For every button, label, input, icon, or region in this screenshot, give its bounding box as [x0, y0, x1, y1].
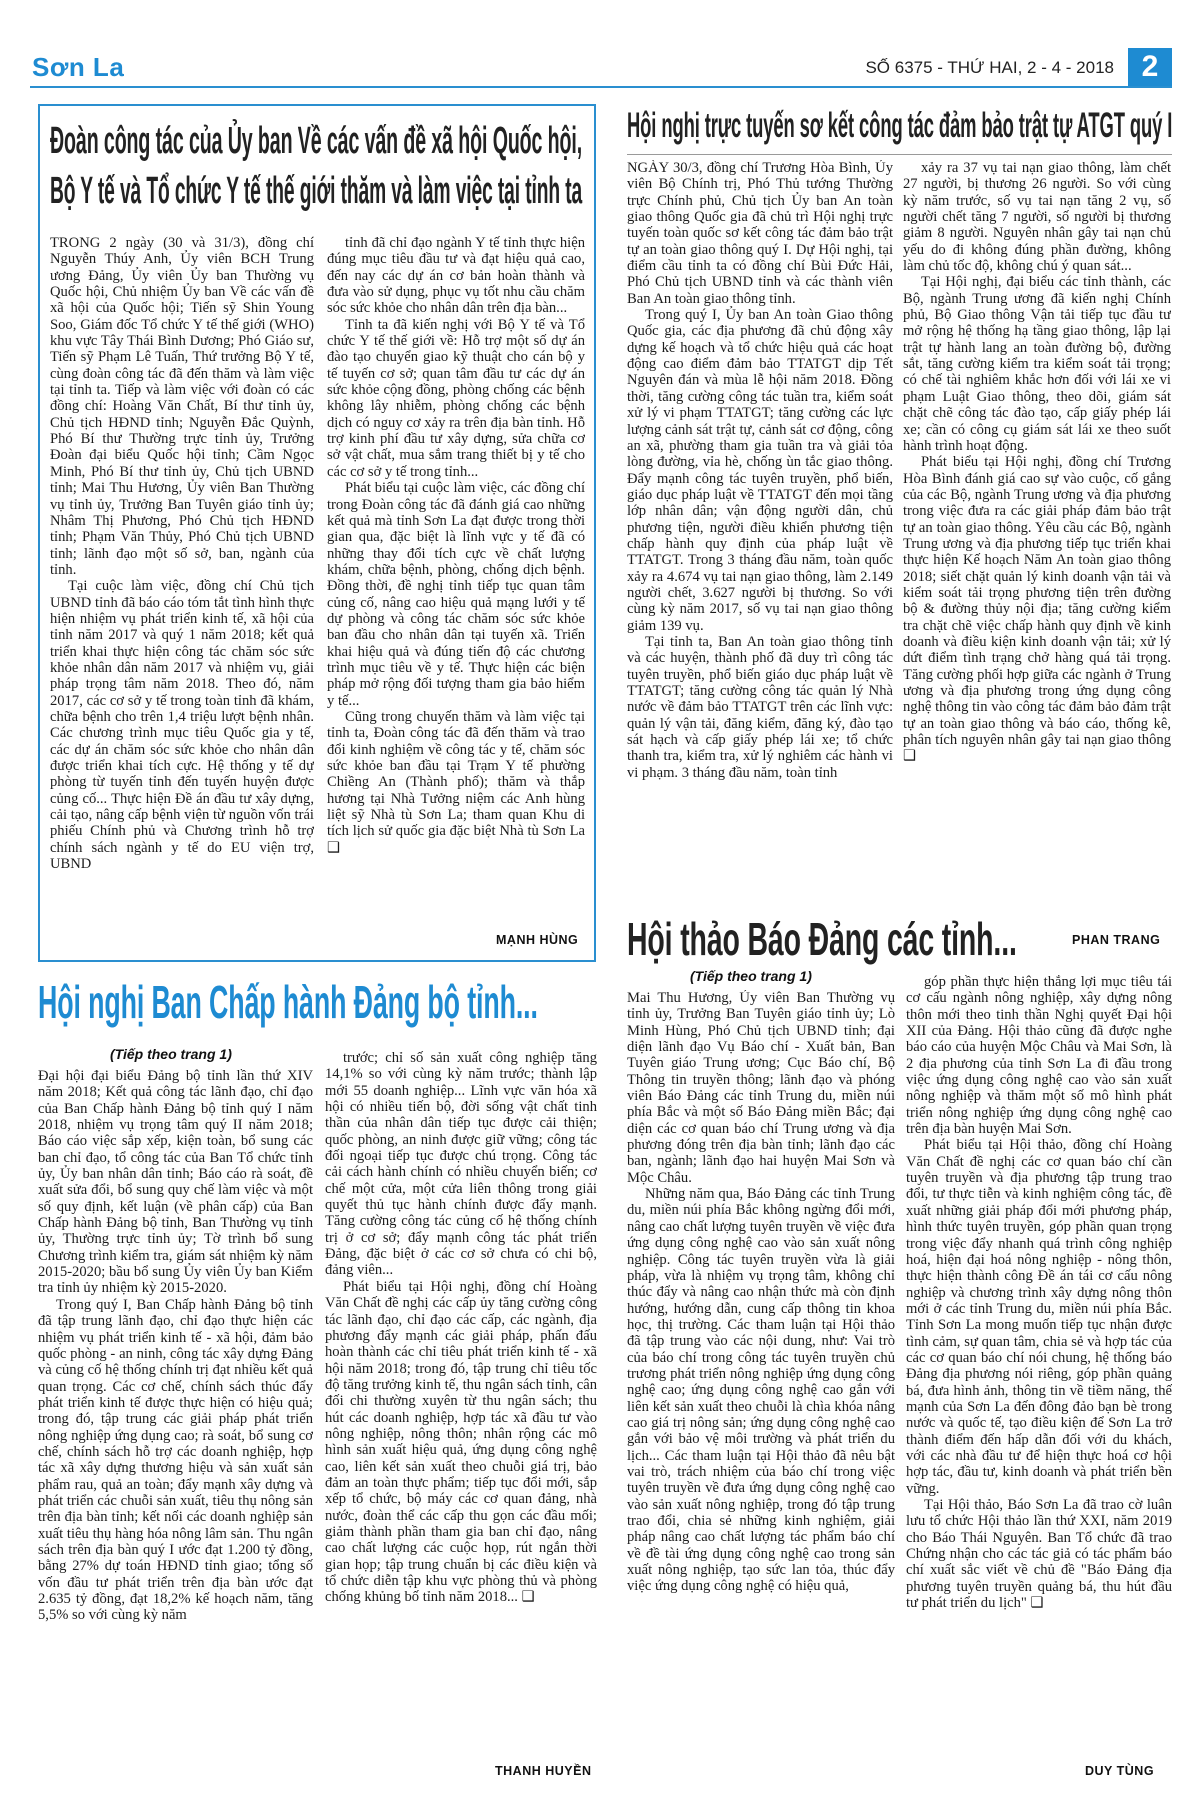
article1-title-line1: Đoàn công tác của Ủy ban Về các vấn đề xã hội Quốc hội,: [50, 120, 583, 162]
article1-byline: MẠNH HÙNG: [496, 933, 579, 947]
article2-column-1: [627, 160, 893, 950]
article4-byline: DUY TÙNG: [1085, 1764, 1155, 1778]
paragraph: Trong quý I, Ban Chấp hành Đảng bộ tỉnh đã tập trung lãnh đạo, chỉ đạo thực hiện các nhiệm vụ phát triển kinh tế - xã hội, đảm bảo quốc phòng - an ninh, công tác xây dựng Đảng và củng cố hệ thống chính trị đạt nhiều kết quả quan trọng. Các cơ chế, chính sách thúc đẩy phát triển kinh tế được thực hiện có hiệu quả; trong đó, tập trung các giải pháp phát triển nông nghiệp ứng dụng cao; rà soát, bổ sung cơ chế, chính sách hỗ trợ các doanh nghiệp, hợp tác xã xây dựng thương hiệu và sản xuất sản phẩm rau, quả an toàn; đẩy mạnh xây dựng và phát triển các chuỗi sản xuất, tiêu thụ nông sản trên địa bàn tỉnh; kết nối các doanh nghiệp sản xuất tiêu thụ hàng hóa nông lâm sản. Thu ngân sách trên địa bàn quý I ước đạt 1.200 tỷ đồng, bằng 27% dự toán HĐND tỉnh giao; tổng số vốn đầu tư phát triển trên địa bàn ước đạt 2.635 tỷ đồng, đạt 18,2% kế hoạch năm, tăng 5,5% so với cùng kỳ năm: [38, 1296, 313, 1624]
paragraph: xảy ra 37 vụ tai nạn giao thông, làm chết 27 người, bị thương 26 người. So với cùng kỳ năm trước, số vụ tai nạn tăng 2 vụ, số người chết tăng 7 người, số người bị thương giảm 8 người. Nguyên nhân gây tai nạn chủ yếu do đi không đúng phần đường, không làm chủ tốc độ, không chú ý quan sát...: [903, 160, 1171, 275]
paragraph: Cũng trong chuyến thăm và làm việc tại tỉnh ta, Đoàn công tác đã đến thăm và trao đổi kinh nghiệm về công tác y tế, chăm sóc sức khỏe ban đầu tại Trạm Y tế phường Chiềng An (Thành phố); thăm và thắp hương tại Nhà Tưởng niệm các Anh hùng liệt sỹ Nhà tù Sơn La; tham quan Khu di tích lịch sử quốc gia đặc biệt Nhà tù Sơn La ❑: [327, 708, 585, 856]
article4-continued: (Tiếp theo trang 1): [690, 968, 812, 984]
paragraph: góp phần thực hiện thắng lợi mục tiêu tái cơ cấu ngành nông nghiệp, xây dựng nông thôn mới theo tinh thần Nghị quyết Đại hội XII của Đảng. Hội thảo cũng đã được nghe báo cáo của huyện Mộc Châu và Mai Sơn, là 2 địa phương của tỉnh Sơn La đi đầu trong việc ứng dụng công nghệ cao vào sản xuất nông nghiệp và thăm một số mô hình phát triển nông nghiệp ứng dụng công nghệ cao trên địa bàn huyện Mai Sơn.: [906, 974, 1172, 1138]
article1-column-1: [50, 235, 314, 949]
article4-title: Hội thảo Báo Đảng các tỉnh...: [627, 913, 1017, 965]
article2-title: Hội nghị trực tuyến sơ kết công tác đảm bảo trật tự ATGT quý I: [627, 106, 1173, 145]
section-title: Sơn La: [32, 52, 125, 82]
page-number: 2: [1128, 48, 1172, 86]
article3-byline: THANH HUYỀN: [495, 1764, 592, 1778]
article2-byline: PHAN TRANG: [1072, 933, 1161, 947]
paragraph: Trong quý I, Ủy ban An toàn Giao thông Quốc gia, các địa phương đã chủ động xây dựng kế hoạch và tổ chức hiệu quả các hoạt động cao điểm đảm bảo TTATGT dịp Tết Nguyên đán và mùa lễ hội năm 2018. Đồng thời, tăng cường công tác tuần tra, kiểm soát xử lý vi phạm TTATGT; tăng cường các lực lượng cảnh sát trật tự, cảnh sát cơ động, công an xã, phường tham gia tuần tra và giải tỏa lòng đường, vỉa hè, chống ùn tắc giao thông. Đẩy mạnh công tác tuyên truyền, phổ biến, giáo dục pháp luật về TTATGT đến mọi tầng lớp nhân dân; vận động người dân, chủ phương tiện, người điều khiển phương tiện chấp hành quy định của pháp luật về TTATGT. Trong 3 tháng đầu năm, toàn quốc xảy ra 4.674 vụ tai nạn giao thông, làm 2.149 người chết, 3.627 người bị thương. So với cùng kỳ năm 2017, số vụ tai nạn giao thông giảm 139 vụ.: [627, 307, 893, 634]
paragraph: Phát biểu tại Hội thảo, đồng chí Hoàng Văn Chất đề nghị các cơ quan báo chí cần tuyên truyền và địa phương tập trung trao đổi, tư thực tiễn và kinh nghiệm công tác, đề xuất những giải pháp đổi mới phương pháp, hình thức tuyên truyền, góp phần quan trọng trong việc đẩy nhanh quá trình công nghiệp hoá, hiện đại hoá nông nghiệp - nông thôn, thực hiện thành công Đề án tái cơ cấu nông nghiệp và chương trình xây dựng nông thôn mới ở các tỉnh Trung du, miền núi phía Bắc. Tỉnh Sơn La mong muốn tiếp tục nhận được tình cảm, sự quan tâm, chia sẻ và hợp tác của các cơ quan báo chí nói chung, hệ thống báo Đảng địa phương nói riêng, góp phần quảng bá, đưa hình ảnh, thông tin về tiềm năng, thế mạnh của Sơn La đến đông đảo bạn bè trong nước và quốc tế, tạo điều kiện để Sơn La trở thành điểm đến hấp dẫn đối với du khách, với các nhà đầu tư để hiện thực hoá cơ hội hợp tác, đầu tư, kinh doanh và phát triển bền vững.: [906, 1137, 1172, 1497]
paragraph: Phát biểu tại Hội nghị, đồng chí Hoàng Văn Chất đề nghị các cấp ủy tăng cường công tác lãnh đạo, chỉ đạo các cấp, các ngành, địa phương đẩy mạnh các giải pháp, phấn đấu hoàn thành các chỉ tiêu phát triển kinh tế - xã hội năm 2018; trong đó, tập trung chỉ tiêu tốc độ tăng trưởng kinh tế, thu ngân sách tỉnh, cân đối chi thường xuyên từ thu ngân sách; thu hút các doanh nghiệp, hợp tác xã đầu tư vào nông nghiệp, nông thôn; nhân rộng các mô hình sản xuất hiệu quả, ứng dụng công nghệ cao, liên kết sản xuất theo chuỗi giá trị, bảo đảm an toàn thực phẩm; tiếp tục đổi mới, sắp xếp tổ chức, bộ máy các cơ quan đảng, nhà nước, đoàn thể các cấp thu gọn các đầu mối; giảm thành phần tham gia ban chỉ đạo, nâng cao chất lượng các cuộc họp, rút ngắn thời gian họp; tập trung chuẩn bị các điều kiện và tổ chức diễn tập khu vực phòng thủ và phòng chống khủng bố tỉnh năm 2018... ❑: [325, 1278, 597, 1606]
article2-column-2: [903, 160, 1171, 950]
paragraph: tỉnh đã chỉ đạo ngành Y tế tỉnh thực hiện đúng mục tiêu đầu tư và đạt hiệu quả cao, đến nay các dự án cơ bản hoàn thành và đưa vào sử dụng, phục vụ tốt nhu cầu chăm sóc sức khỏe cho nhân dân trên địa bàn...: [327, 235, 585, 317]
paragraph: Phát biểu tại Hội nghị, đồng chí Trương Hòa Bình đánh giá cao sự vào cuộc, cố gắng của các Bộ, ngành Trung ương và địa phương trong việc đưa ra các giải pháp đảm bảo trật tự an toàn giao thông. Yêu cầu các Bộ, ngành Trung ương và địa phương tiếp tục triển khai thực hiện Kế hoạch Năm An toàn giao thông 2018; siết chặt quản lý kinh doanh vận tải và kiểm soát tải trọng phương tiện trên đường bộ & đường thủy nội địa; tăng cường kiểm tra chặt chẽ việc chấp hành quy định về kinh doanh và điều kiện kinh doanh vận tải; xử lý dứt điểm tình trạng chở hàng quá tải trọng. Tăng cường phối hợp giữa các ngành ở Trung ương và địa phương trong ứng dụng công nghệ thông tin vào công tác đảm bảo đảm trật tự an toàn giao thông và báo cáo, thống kê, phân tích nguyên nhân gây tai nạn giao thông ❑: [903, 454, 1171, 765]
article4-column-1: [627, 990, 895, 1770]
issue-date: SỐ 6375 - THỨ HAI, 2 - 4 - 2018: [865, 58, 1114, 77]
article3-continued: (Tiếp theo trang 1): [110, 1046, 232, 1062]
paragraph: Đại hội đại biểu Đảng bộ tỉnh lần thứ XIV năm 2018; Kết quả công tác lãnh đạo, chỉ đạo của Ban Chấp hành Đảng bộ tỉnh quý I năm 2018, nhiệm vụ trọng tâm quý II năm 2018; Báo cáo việc sắp xếp, kiện toàn, bổ sung các ban chỉ đạo, tổ công tác của Ban Tổ chức tỉnh ủy, Ủy ban nhân dân tỉnh; Báo cáo rà soát, đề xuất sửa đổi, bổ sung quy chế làm việc và một số quy định, kết luận (về phân cấp) của Ban Chấp hành Đảng bộ tỉnh, Ban Thường vụ tỉnh ủy, Thường trực tỉnh ủy; Tờ trình bổ sung Chương trình kiểm tra, giám sát nhiệm kỳ năm 2015-2020; bầu bổ sung Ủy viên Ủy ban Kiểm tra tỉnh ủy nhiệm kỳ 2015-2020.: [38, 1068, 313, 1297]
paragraph: trước; chỉ số sản xuất công nghiệp tăng 14,1% so với cùng kỳ năm trước; thành lập mới 55 doanh nghiệp... Lĩnh vực văn hóa xã hội có nhiều tiến bộ, đời sống vật chất tinh thần của nhân dân tiếp tục được cải thiện; quốc phòng, an ninh được giữ vững; công tác đối ngoại tiếp tục được chú trọng. Công tác cải cách hành chính có nhiều chuyển biến; cơ chế một cửa, một cửa liên thông trong giải quyết thủ tục hành chính được đẩy mạnh. Tăng cường công tác củng cố hệ thống chính trị ở cơ sở; đẩy mạnh công tác phát triển Đảng, đặc biệt ở các cơ sở chưa có chi bộ, đảng viên...: [325, 1050, 597, 1279]
masthead: [30, 44, 1172, 88]
article4-column-2: [906, 974, 1172, 1756]
paragraph: Phát biểu tại cuộc làm việc, các đồng chí trong Đoàn công tác đã đánh giá cao những kết quả mà tỉnh Sơn La đạt được trong thời gian qua, đặc biệt là lĩnh vực y tế đã có những thay đổi tích cực về chất lượng khám, chữa bệnh, phòng, chống dịch bệnh. Đồng thời, đề nghị tỉnh tiếp tục quan tâm củng cố, nâng cao hiệu quả mạng lưới y tế dự phòng và công tác chăm sóc sức khỏe ban đầu cho nhân dân tại tuyến xã. Triển khai hiệu quả và đúng tiến độ các chương trình mục tiêu về y tế. Thực hiện các biện pháp mở rộng đối tượng tham gia bảo hiểm y tế...: [327, 480, 585, 709]
paragraph: Tại cuộc làm việc, đồng chí Chủ tịch UBND tỉnh đã báo cáo tóm tắt tình hình thực hiện nhiệm vụ phát triển kinh tế, xã hội của tỉnh năm 2017 và quý 1 năm 2018; kết quả triển khai thực hiện công tác chăm sóc sức khỏe nhân dân năm 2017 và nhiệm vụ, giải pháp trọng tâm năm 2018. Theo đó, năm 2017, các cơ sở y tế trong toàn tỉnh đã khám, chữa bệnh cho trên 1,4 triệu lượt bệnh nhân. Các chương trình mục tiêu Quốc gia y tế, các dự án chăm sóc sức khỏe cho nhân dân được triển khai tích cực. Hệ thống y tế dự phòng từ tuyến tỉnh đến tuyến huyện được củng cố... Thực hiện Đề án đầu tư xây dựng, cải tạo, nâng cấp bệnh viện từ nguồn vốn trái phiếu Chính phủ và Chương trình hỗ trợ chính sách ngành y tế do EU viện trợ, UBND: [50, 578, 314, 873]
article3-title: Hội nghị Ban Chấp hành Đảng bộ tỉnh...: [38, 976, 538, 1028]
article1-column-2: [327, 235, 585, 931]
paragraph: TRONG 2 ngày (30 và 31/3), đồng chí Nguyễn Thúy Anh, Ủy viên BCH Trung ương Đảng, Ủy viên Ủy ban Thường vụ Quốc hội, Chủ nhiệm Ủy ban Về các vấn đề xã hội của Quốc hội; Tiến sỹ Shin Young Soo, Giám đốc Tổ chức Y tế thế giới (WHO) khu vực Tây Thái Bình Dương; Phó Giáo sư, Tiến sỹ Phạm Lê Tuấn, Thứ trưởng Bộ Y tế, cùng đoàn công tác đã đến thăm và làm việc tại tỉnh ta. Tiếp và làm việc với đoàn có các đồng chí: Hoàng Văn Chất, Bí thư tỉnh ủy, Chủ tịch HĐND tỉnh; Nguyễn Đắc Quỳnh, Phó Bí thư Thường trực tỉnh ủy, Trưởng Đoàn đại biểu Quốc hội tỉnh; Cầm Ngọc Minh, Phó Bí thư tỉnh ủy, Chủ tịch UBND tỉnh; Mai Thu Hương, Ủy viên Ban Thường vụ tỉnh ủy, Trưởng Ban Tuyên giáo tỉnh ủy; Nhâm Thị Phương, Phó Chủ tịch HĐND tỉnh; Phạm Văn Thủy, Phó Chủ tịch UBND tỉnh; lãnh đạo một số sở, ban, ngành của tỉnh.: [50, 235, 314, 578]
article3-column-2: [325, 1050, 597, 1755]
paragraph: Tại tỉnh ta, Ban An toàn giao thông tỉnh và các huyện, thành phố đã duy trì công tác tuyên truyền, phổ biến giáo dục pháp luật về TTATGT; tăng cường công tác quản lý Nhà nước về đảm bảo TTATGT trên các lĩnh vực: quản lý vận tải, đăng kiểm, đăng ký, đào tạo sát hạch và cấp giấy phép lái xe; tổ chức thanh tra, kiểm tra, xử lý nghiêm các hành vi vi phạm. 3 tháng đầu năm, toàn tỉnh: [627, 633, 893, 781]
paragraph: NGÀY 30/3, đồng chí Trương Hòa Bình, Ủy viên Bộ Chính trị, Phó Thủ tướng Thường trực Chính phủ, Chủ tịch Ủy ban An toàn giao thông Quốc gia đã chủ trì Hội nghị trực tuyến toàn quốc sơ kết công tác đảm bảo trật tự an toàn giao thông quý I. Dự Hội nghị, tại điểm cầu tỉnh ta có đồng chí Bùi Đức Hải, Phó Chủ tịch UBND tỉnh và các thành viên Ban An toàn giao thông tỉnh.: [627, 160, 893, 307]
paragraph: Tỉnh ta đã kiến nghị với Bộ Y tế và Tổ chức Y tế thế giới về: Hỗ trợ một số dự án đào tạo chuyển giao kỹ thuật cho cán bộ y tế tuyến cơ sở; quan tâm đầu tư các dự án sức khỏe cộng đồng, phòng chống các bệnh không lây nhiễm, phòng chống các bệnh dịch có nguy cơ xảy ra trên địa bàn tỉnh. Hỗ trợ kinh phí đầu tư xây dựng, sửa chữa cơ sở vật chất, mua sắm trang thiết bị y tế cho các cơ sở y tế trong tỉnh...: [327, 316, 585, 480]
paragraph: Những năm qua, Báo Đảng các tỉnh Trung du, miền núi phía Bắc không ngừng đổi mới, nâng cao chất lượng tuyên truyền về việc đưa ứng dụng công nghệ cao vào sản xuất nông nghiệp. Công tác tuyên truyền vừa là giải pháp, vừa là nhiệm vụ trọng tâm, không chỉ thúc đẩy và nâng cao nhận thức mà còn định hướng, hướng dẫn, cung cấp thông tin khoa học, thị trường. Các tham luận tại Hội thảo đã tập trung vào các nội dung, như: Vai trò của báo chí trong công tác tuyên truyền chủ trương phát triển nông nghiệp ứng dụng công nghệ cao; ứng dụng công nghệ cao gắn với liên kết sản xuất theo chuỗi là chìa khóa nâng cao giá trị nông sản; ứng dụng công nghệ cao gắn với bảo vệ môi trường và phát triển du lịch... Các tham luận tại Hội thảo đã nêu bật vai trò, trách nhiệm của báo chí trong việc tuyên truyền về đưa ứng dụng công nghệ cao vào sản xuất nông nghiệp, trong đó tập trung trao đổi, chia sẻ những kinh nghiệm, giải pháp nâng cao chất lượng tác phẩm báo chí về đề tài ứng dụng công nghệ cao trong sản xuất nông nghiệp, tạo sức lan tỏa, thúc đẩy việc ứng dụng công nghệ có hiệu quả,: [627, 1186, 895, 1595]
article2-title-rule: [627, 154, 1172, 155]
article1-title-line2: Bộ Y tế và Tổ chức Y tế thế giới thăm và làm việc tại tỉnh ta: [50, 170, 583, 212]
paragraph: Tại Hội nghị, đại biểu các tỉnh thành, các Bộ, ngành Trung ương đã kiến nghị Chính phủ, Bộ Giao thông Vận tải tiếp tục đầu tư mở rộng hệ thống hạ tầng giao thông, lập lại trật tự hành lang an toàn đường bộ, đường sắt, tăng cường kiểm tra kiểm soát tải trọng; có chế tài nghiêm khắc hơn đối với lái xe vi phạm Luật Giao thông, theo dõi, giám sát chặt chẽ công tác đào tạo, cấp giấy phép lái xe; cần có công cụ giám sát lái xe theo suốt hành trình hoạt động.: [903, 274, 1171, 454]
paragraph: Mai Thu Hương, Ủy viên Ban Thường vụ tỉnh ủy, Trưởng Ban Tuyên giáo tỉnh ủy; Lò Minh Hùng, Phó Chủ tịch UBND tỉnh; đại diện lãnh đạo Vụ Báo chí - Xuất bản, Ban Tuyên giáo Trung ương; Cục Báo chí, Bộ Thông tin truyền thông; lãnh đạo và phóng viên Báo Đảng các tỉnh Trung du, miền núi phía Bắc và một số Báo Đảng miền Bắc; đại diện các cơ quan báo chí Trung ương và địa phương đóng trên địa bàn tỉnh; lãnh đạo các ban, ngành; lãnh đạo hai huyện Mai Sơn và Mộc Châu.: [627, 990, 895, 1186]
paragraph: Tại Hội thảo, Báo Sơn La đã trao cờ luân lưu tổ chức Hội thảo lần thứ XXI, năm 2019 cho Báo Thái Nguyên. Ban Tổ chức đã trao Chứng nhận cho các tác giả có tác phẩm báo chí xuất sắc viết về chủ đề "Báo Đảng địa phương tuyên truyền quảng bá, thu hút đầu tư phát triển du lịch" ❑: [906, 1497, 1172, 1612]
article3-column-1: [38, 1068, 313, 1768]
